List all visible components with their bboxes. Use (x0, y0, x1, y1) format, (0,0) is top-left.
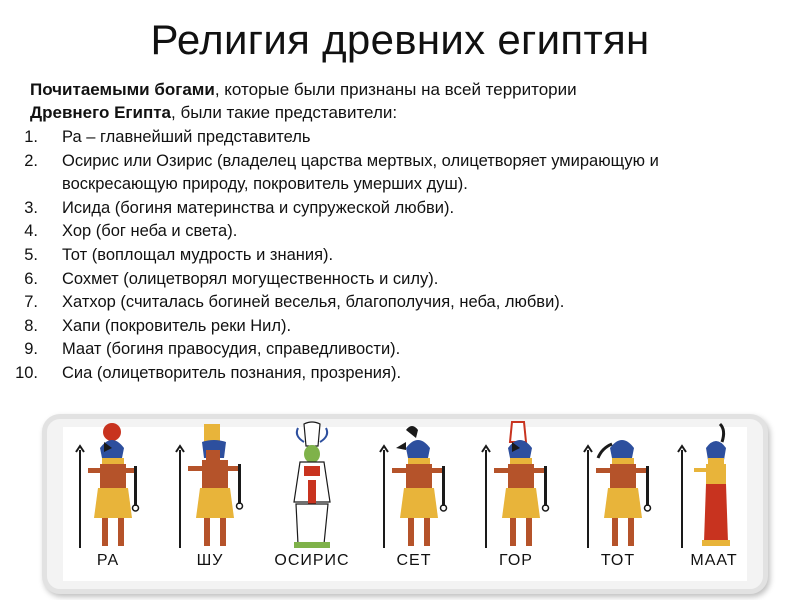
list-item-number: 9. (24, 340, 38, 359)
god-figure-horus (468, 420, 564, 588)
list-item-text: Исида (богиня материнства и супружеской любви). (62, 198, 455, 217)
god-label: РА (96, 552, 120, 569)
list-item (0, 291, 760, 315)
god-figure-maat (666, 420, 762, 588)
list-item (0, 150, 760, 197)
list-item (0, 197, 760, 221)
list-item (0, 268, 760, 292)
list-item-number: 4. (24, 222, 38, 241)
list-item-number: 8. (24, 316, 38, 335)
list-item (0, 244, 760, 268)
list-item-number: 1. (24, 128, 38, 146)
list-item-text: Хатхор (считалась богиней веселья, благополучия, неба, любви). (62, 293, 565, 312)
intro-paragraph (30, 78, 590, 124)
god-label: ШУ (196, 552, 224, 569)
list-item (0, 338, 760, 362)
intro-bold-egypt: Древнего Египта (30, 103, 172, 122)
horus-god-icon (468, 420, 564, 550)
intro-text-1: , которые были признаны на всей территории (214, 80, 577, 99)
list-item-text: Сохмет (олицетворял могущественность и силу). (62, 269, 439, 288)
maat-god-icon (666, 420, 762, 550)
god-figure-shu (162, 420, 258, 588)
list-item-number: 10. (15, 363, 38, 382)
list-item-text: Хор (бог неба и света). (62, 222, 238, 241)
god-figure-thoth (570, 420, 666, 588)
intro-text-2: , были такие представители: (171, 103, 398, 122)
list-item (0, 220, 760, 244)
list-item-text: Ра – главнейший представитель (62, 128, 311, 146)
set-god-icon (366, 420, 462, 550)
list-item-text: Хапи (покровитель реки Нил). (62, 316, 292, 335)
gods-illustration (50, 420, 760, 590)
god-label: ГОР (499, 552, 533, 569)
god-label: МААТ (690, 552, 738, 569)
list-item-number: 7. (24, 293, 38, 312)
list-item-number: 6. (24, 269, 38, 288)
list-item-text: Маат (богиня правосудия, справедливости). (62, 340, 401, 359)
list-item-text: Сиа (олицетворитель познания, прозрения). (62, 363, 402, 382)
osiris-god-icon (264, 420, 360, 550)
list-item-text: Тот (воплощал мудрость и знания). (62, 245, 334, 264)
god-label: ТОТ (600, 552, 636, 569)
list-item-number: 2. (24, 151, 38, 170)
list-item-text: Осирис или Озирис (владелец царства мертвых, олицетворяет умирающую и воскресающую природу, покровитель умерших душ). (62, 151, 659, 194)
thoth-god-icon (570, 420, 666, 550)
gods-list (0, 126, 760, 386)
list-item-number: 3. (24, 198, 38, 217)
shu-god-icon (162, 420, 258, 550)
intro-bold-gods: Почитаемыми богами (30, 80, 215, 99)
list-item-number: 5. (24, 245, 38, 264)
god-figure-set (366, 420, 462, 588)
ra-god-icon (60, 420, 156, 550)
god-label: ОСИРИС (274, 552, 350, 569)
god-figure-osiris (264, 420, 360, 588)
list-item (0, 362, 760, 386)
list-item (0, 315, 760, 339)
god-figure-ra (60, 420, 156, 588)
god-label: СЕТ (396, 552, 432, 569)
page-title: Религия древних египтян (150, 16, 650, 63)
list-item (0, 126, 760, 150)
